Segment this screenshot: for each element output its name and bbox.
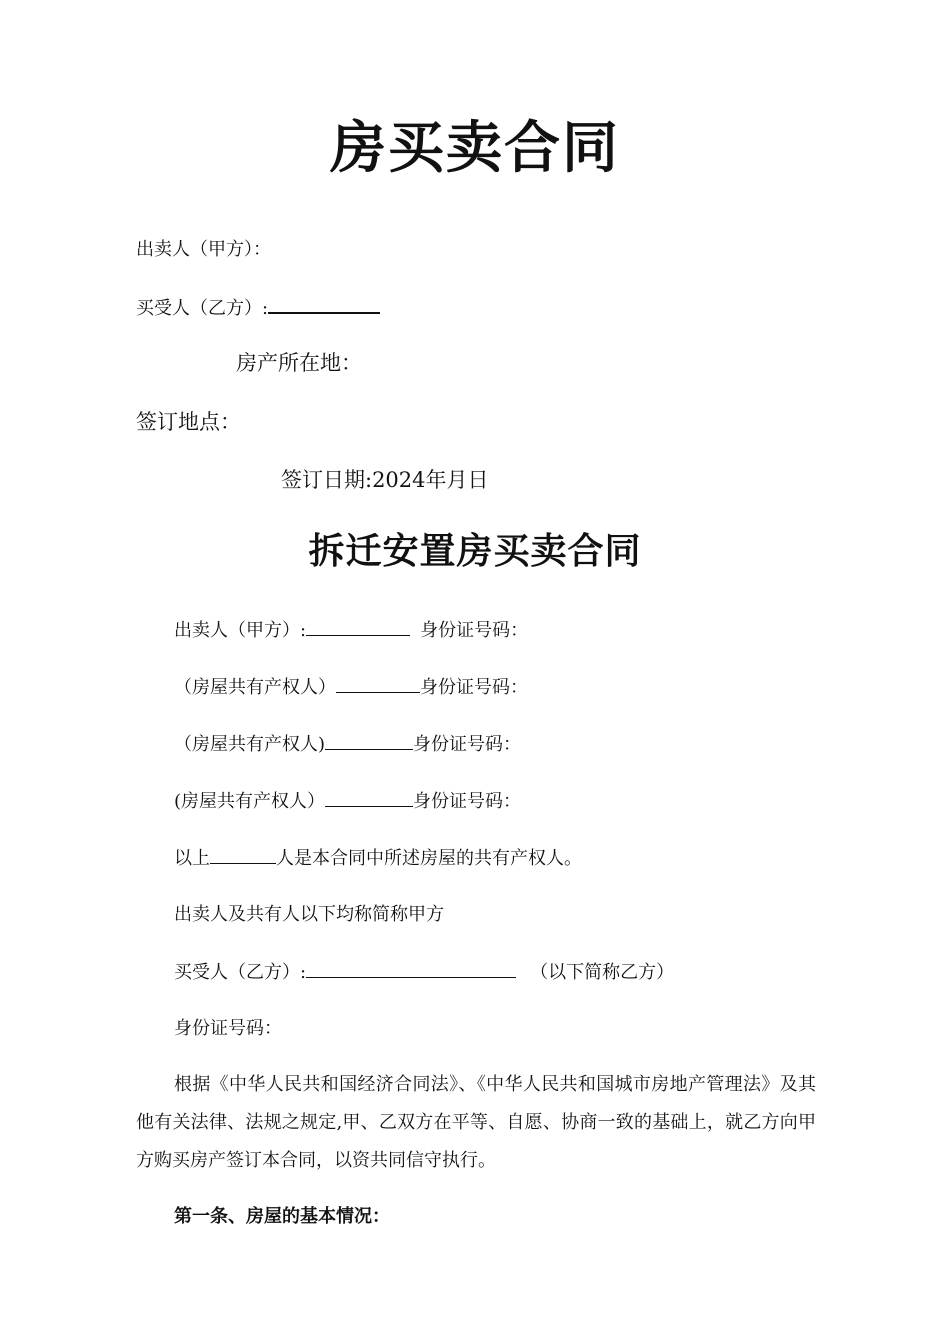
contract-title: 拆迁安置房买卖合同 [308,530,642,572]
co-owner-label: (房屋共有产权人） [174,791,326,812]
buyer-line [174,963,674,982]
buyer-abbrev: （以下简称乙方） [530,962,675,983]
property-location-label: 房产所在地： [236,351,362,375]
co-owner-statement: 以上 人是本合同中所述房屋的共有产权人。 [174,848,582,869]
co-owner-label: （房屋共有产权人） [174,677,336,698]
co-owner-line [174,735,521,754]
co-owner-label: （房屋共有产权人) [174,734,326,755]
seller-line-label: 出卖人（甲方）: [174,620,307,641]
signing-date-label: 签订日期:2024年月日 [281,468,489,492]
co-owner-blank [325,792,413,807]
co-owner-count-blank [210,849,276,864]
seller-line [174,621,528,640]
preamble-paragraph: 根据《中华人民共和国经济合同法》、《中华人民共和国城市房地产管理法》及其他有关法律、法规之规定,甲、乙双方在平等、自愿、协商一致的基础上，就乙方向甲方购买房产签订本合同，以资共同信守执行。 [136,1074,816,1171]
buyer-id-label: 身份证号码： [174,1018,282,1039]
seller-abbrev: 出卖人及共有人以下均称简称甲方 [174,904,444,925]
buyer-name-blank [306,963,516,978]
seller-label: 出卖人（甲方）： [136,239,271,260]
seller-name-blank [306,621,410,636]
article-1-heading: 第一条、房屋的基本情况： [174,1206,390,1227]
co-owner-blank [325,735,413,750]
co-owner-id-label: 身份证号码： [413,791,522,812]
buyer-label: 买受人（乙方）: [136,298,269,319]
co-owner-blank [336,678,420,693]
seller-id-label: 身份证号码： [420,620,529,641]
co-owner-id-label: 身份证号码： [420,677,528,698]
document-title: 房买卖合同 [330,115,620,181]
co-owner-line [174,792,521,811]
co-owner-line [174,678,528,697]
buyer-line-label: 买受人（乙方）: [174,962,307,983]
buyer-blank-line [268,298,380,314]
signing-place-label: 签订地点： [136,410,241,434]
co-owner-id-label: 身份证号码： [413,734,522,755]
buyer-row [136,298,380,318]
